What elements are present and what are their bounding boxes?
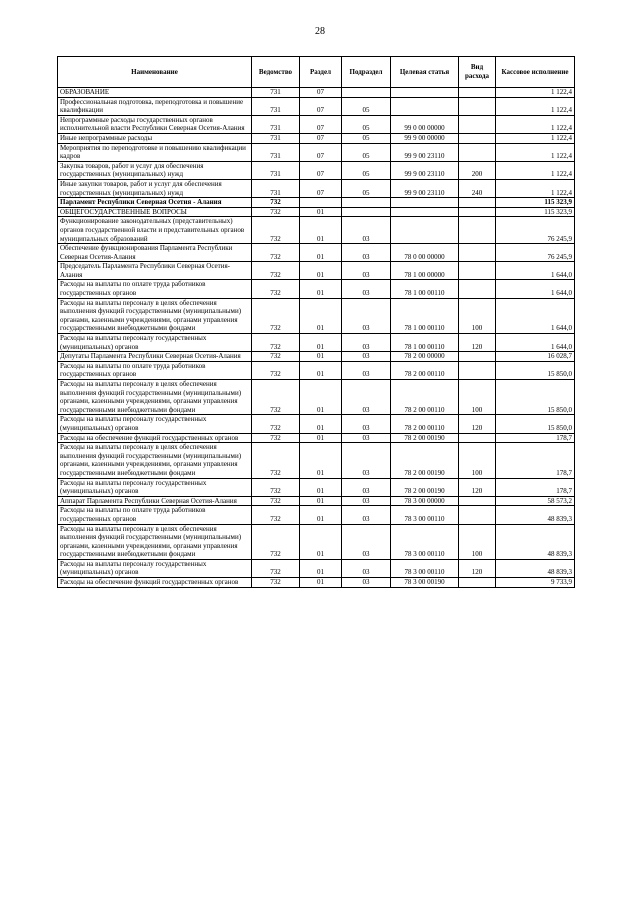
cell-sum: 178,7: [496, 433, 575, 443]
cell-sum: 1 122,4: [496, 115, 575, 133]
cell-sum: 1 122,4: [496, 179, 575, 197]
cell-podrazdel: [342, 88, 391, 98]
cell-razdel: 01: [300, 524, 342, 559]
cell-name: Расходы на выплаты по оплате труда работников государственных органов: [58, 506, 252, 524]
header-celevaya: Целевая статья: [391, 57, 459, 88]
cell-vid: [459, 506, 496, 524]
cell-podrazdel: 03: [342, 415, 391, 433]
table-row: [58, 352, 575, 362]
cell-name: ОБРАЗОВАНИЕ: [58, 88, 252, 98]
cell-sum: 15 850,0: [496, 380, 575, 415]
cell-podrazdel: 03: [342, 559, 391, 577]
table-row: [58, 415, 575, 433]
cell-sum: 178,7: [496, 478, 575, 496]
cell-podrazdel: 03: [342, 496, 391, 506]
table-row: [58, 207, 575, 217]
cell-podrazdel: 03: [342, 380, 391, 415]
table-row: [58, 161, 575, 179]
cell-vid: [459, 133, 496, 143]
cell-razdel: 01: [300, 207, 342, 217]
cell-name: Расходы на выплаты по оплате труда работников государственных органов: [58, 280, 252, 298]
cell-vid: [459, 496, 496, 506]
cell-sum: 115 323,9: [496, 198, 575, 208]
cell-name: Функционирование законодательных (представительных) органов государственной власти и представительных органов муниципальных образований: [58, 217, 252, 244]
cell-sum: 58 573,2: [496, 496, 575, 506]
cell-vid: [459, 578, 496, 588]
cell-name: Мероприятия по переподготовке и повышению квалификации кадров: [58, 143, 252, 161]
cell-razdel: 01: [300, 578, 342, 588]
cell-razdel: 01: [300, 262, 342, 280]
cell-name: Расходы на выплаты персоналу государственных (муниципальных) органов: [58, 478, 252, 496]
cell-podrazdel: [342, 198, 391, 208]
cell-razdel: 07: [300, 115, 342, 133]
cell-sum: 1 122,4: [496, 143, 575, 161]
cell-vid: 100: [459, 380, 496, 415]
table-row: [58, 244, 575, 262]
header-sum: Кассовое исполнение: [496, 57, 575, 88]
cell-vedomstvo: 731: [252, 88, 300, 98]
table-row: [58, 280, 575, 298]
table-row: [58, 179, 575, 197]
cell-name: Аппарат Парламента Республики Северная Осетия-Алания: [58, 496, 252, 506]
cell-vid: [459, 244, 496, 262]
table-row: [58, 443, 575, 478]
table-row: [58, 115, 575, 133]
cell-vid: 120: [459, 415, 496, 433]
cell-vedomstvo: 732: [252, 559, 300, 577]
cell-sum: 15 850,0: [496, 415, 575, 433]
cell-razdel: 07: [300, 143, 342, 161]
cell-vedomstvo: 732: [252, 433, 300, 443]
cell-vedomstvo: 731: [252, 97, 300, 115]
cell-name: Депутаты Парламента Республики Северная Осетия-Алания: [58, 352, 252, 362]
cell-vedomstvo: 732: [252, 524, 300, 559]
cell-podrazdel: 03: [342, 334, 391, 352]
cell-sum: 15 850,0: [496, 361, 575, 379]
table-row: [58, 217, 575, 244]
cell-sum: 1 644,0: [496, 262, 575, 280]
table-row: [58, 198, 575, 208]
cell-sum: 76 245,9: [496, 244, 575, 262]
cell-sum: 76 245,9: [496, 217, 575, 244]
cell-razdel: 01: [300, 244, 342, 262]
cell-celevaya: 78 1 00 00110: [391, 280, 459, 298]
cell-vedomstvo: 731: [252, 161, 300, 179]
cell-razdel: 01: [300, 478, 342, 496]
cell-celevaya: 78 3 00 00110: [391, 559, 459, 577]
cell-razdel: 01: [300, 496, 342, 506]
table-row: [58, 524, 575, 559]
cell-sum: 1 122,4: [496, 161, 575, 179]
cell-celevaya: 99 9 00 23110: [391, 161, 459, 179]
cell-name: Расходы на обеспечение функций государственных органов: [58, 578, 252, 588]
cell-name: Расходы на выплаты персоналу государственных (муниципальных) органов: [58, 559, 252, 577]
cell-podrazdel: 03: [342, 361, 391, 379]
cell-name: Непрограммные расходы государственных органов исполнительной власти Республики Северная Осетия-Алания: [58, 115, 252, 133]
cell-name: Профессиональная подготовка, переподготовка и повышение квалификации: [58, 97, 252, 115]
cell-podrazdel: 03: [342, 262, 391, 280]
cell-podrazdel: 03: [342, 506, 391, 524]
cell-razdel: 01: [300, 334, 342, 352]
cell-vid: 120: [459, 559, 496, 577]
cell-celevaya: [391, 217, 459, 244]
cell-vedomstvo: 732: [252, 280, 300, 298]
cell-celevaya: 78 0 00 00000: [391, 244, 459, 262]
cell-razdel: 01: [300, 443, 342, 478]
cell-celevaya: 99 9 00 23110: [391, 179, 459, 197]
cell-vedomstvo: 732: [252, 352, 300, 362]
cell-sum: 48 839,3: [496, 506, 575, 524]
cell-name: Иные непрограммные расходы: [58, 133, 252, 143]
cell-name: Расходы на выплаты персоналу в целях обеспечения выполнения функций государственными (муниципальными) органами, казенными учреждениями, органами управления государственными внебюджетными фондами: [58, 443, 252, 478]
cell-celevaya: 99 9 00 00000: [391, 133, 459, 143]
cell-celevaya: 78 2 00 00110: [391, 361, 459, 379]
cell-name: Расходы на выплаты персоналу в целях обеспечения выполнения функций государственными (муниципальными) органами, казенными учреждениями, органами управления государственными внебюджетными фондами: [58, 380, 252, 415]
cell-vedomstvo: 732: [252, 380, 300, 415]
cell-name: Расходы на выплаты персоналу в целях обеспечения выполнения функций государственными (муниципальными) органами, казенными учреждениями, органами управления государственными внебюджетными фондами: [58, 298, 252, 333]
cell-vid: [459, 88, 496, 98]
cell-sum: 16 028,7: [496, 352, 575, 362]
cell-vid: [459, 352, 496, 362]
cell-vedomstvo: 732: [252, 506, 300, 524]
cell-vid: [459, 280, 496, 298]
cell-name: Председатель Парламента Республики Северная Осетия-Алания: [58, 262, 252, 280]
table-row: [58, 143, 575, 161]
cell-vid: 100: [459, 524, 496, 559]
cell-razdel: [300, 198, 342, 208]
cell-vedomstvo: 732: [252, 262, 300, 280]
cell-celevaya: 78 2 00 00190: [391, 443, 459, 478]
cell-razdel: 01: [300, 217, 342, 244]
cell-vid: [459, 198, 496, 208]
cell-vedomstvo: 732: [252, 207, 300, 217]
cell-celevaya: 78 1 00 00110: [391, 298, 459, 333]
cell-celevaya: 78 1 00 00110: [391, 334, 459, 352]
cell-vid: [459, 143, 496, 161]
cell-vedomstvo: 731: [252, 143, 300, 161]
cell-name: Закупка товаров, работ и услуг для обеспечения государственных (муниципальных) нужд: [58, 161, 252, 179]
cell-vedomstvo: 732: [252, 478, 300, 496]
table-row: [58, 298, 575, 333]
cell-razdel: 01: [300, 506, 342, 524]
cell-celevaya: [391, 207, 459, 217]
cell-podrazdel: 05: [342, 143, 391, 161]
cell-vedomstvo: 731: [252, 115, 300, 133]
cell-razdel: 07: [300, 97, 342, 115]
cell-razdel: 01: [300, 298, 342, 333]
cell-celevaya: 78 2 00 00000: [391, 352, 459, 362]
cell-razdel: 07: [300, 179, 342, 197]
cell-podrazdel: 03: [342, 352, 391, 362]
cell-vedomstvo: 731: [252, 179, 300, 197]
cell-podrazdel: 05: [342, 97, 391, 115]
cell-razdel: 07: [300, 161, 342, 179]
cell-celevaya: 78 2 00 00190: [391, 433, 459, 443]
cell-celevaya: [391, 97, 459, 115]
cell-celevaya: 99 9 00 23110: [391, 143, 459, 161]
table-body: [58, 88, 575, 588]
table-row: [58, 506, 575, 524]
cell-celevaya: [391, 198, 459, 208]
cell-vid: 240: [459, 179, 496, 197]
cell-razdel: 01: [300, 280, 342, 298]
cell-sum: 1 644,0: [496, 280, 575, 298]
cell-sum: 178,7: [496, 443, 575, 478]
cell-name: Обеспечение функционирования Парламента Республики Северная Осетия-Алания: [58, 244, 252, 262]
cell-vedomstvo: 732: [252, 198, 300, 208]
cell-podrazdel: 03: [342, 298, 391, 333]
table-row: [58, 559, 575, 577]
cell-celevaya: 78 2 00 00110: [391, 415, 459, 433]
cell-celevaya: 78 3 00 00000: [391, 496, 459, 506]
cell-podrazdel: 03: [342, 524, 391, 559]
table-row: [58, 380, 575, 415]
cell-vedomstvo: 731: [252, 133, 300, 143]
table-row: [58, 478, 575, 496]
cell-razdel: 01: [300, 415, 342, 433]
cell-vedomstvo: 732: [252, 443, 300, 478]
cell-vedomstvo: 732: [252, 298, 300, 333]
cell-sum: 1 122,4: [496, 97, 575, 115]
cell-name: Парламент Республики Северная Осетия - Алания: [58, 198, 252, 208]
cell-razdel: 01: [300, 433, 342, 443]
cell-sum: 9 733,9: [496, 578, 575, 588]
cell-sum: 1 644,0: [496, 334, 575, 352]
header-name: Наименование: [58, 57, 252, 88]
cell-razdel: 01: [300, 559, 342, 577]
cell-podrazdel: 05: [342, 179, 391, 197]
cell-celevaya: 78 1 00 00000: [391, 262, 459, 280]
cell-podrazdel: 05: [342, 115, 391, 133]
cell-podrazdel: 03: [342, 217, 391, 244]
cell-podrazdel: 05: [342, 161, 391, 179]
header-podrazdel: Подраздел: [342, 57, 391, 88]
cell-vid: 200: [459, 161, 496, 179]
cell-razdel: 01: [300, 380, 342, 415]
cell-celevaya: 78 3 00 00110: [391, 524, 459, 559]
cell-name: Иные закупки товаров, работ и услуг для обеспечения государственных (муниципальных) нужд: [58, 179, 252, 197]
cell-razdel: 01: [300, 352, 342, 362]
cell-vid: [459, 433, 496, 443]
cell-vedomstvo: 732: [252, 496, 300, 506]
cell-celevaya: 99 0 00 00000: [391, 115, 459, 133]
cell-podrazdel: 03: [342, 443, 391, 478]
cell-name: Расходы на выплаты персоналу государственных (муниципальных) органов: [58, 415, 252, 433]
table-row: [58, 361, 575, 379]
cell-vid: 120: [459, 478, 496, 496]
cell-vid: [459, 97, 496, 115]
cell-podrazdel: 03: [342, 433, 391, 443]
cell-vid: [459, 262, 496, 280]
cell-name: ОБЩЕГОСУДАРСТВЕННЫЕ ВОПРОСЫ: [58, 207, 252, 217]
cell-razdel: 01: [300, 361, 342, 379]
table-row: [58, 334, 575, 352]
table-row: [58, 433, 575, 443]
cell-podrazdel: 05: [342, 133, 391, 143]
cell-razdel: 07: [300, 88, 342, 98]
cell-vid: 120: [459, 334, 496, 352]
cell-celevaya: 78 3 00 00110: [391, 506, 459, 524]
cell-vid: [459, 115, 496, 133]
header-row: [58, 57, 575, 88]
cell-podrazdel: 03: [342, 280, 391, 298]
cell-vid: [459, 207, 496, 217]
cell-vedomstvo: 732: [252, 578, 300, 588]
table-row: [58, 496, 575, 506]
cell-name: Расходы на обеспечение функций государственных органов: [58, 433, 252, 443]
budget-execution-table: [57, 56, 575, 588]
cell-sum: 1 122,4: [496, 133, 575, 143]
cell-vedomstvo: 732: [252, 415, 300, 433]
cell-podrazdel: [342, 207, 391, 217]
cell-sum: 115 323,9: [496, 207, 575, 217]
cell-vid: 100: [459, 298, 496, 333]
table-header: [58, 57, 575, 88]
cell-podrazdel: 03: [342, 478, 391, 496]
cell-podrazdel: 03: [342, 578, 391, 588]
cell-celevaya: 78 3 00 00190: [391, 578, 459, 588]
cell-sum: 48 839,3: [496, 559, 575, 577]
cell-vedomstvo: 732: [252, 217, 300, 244]
header-vid: Вид расхода: [459, 57, 496, 88]
cell-razdel: 07: [300, 133, 342, 143]
cell-name: Расходы на выплаты персоналу в целях обеспечения выполнения функций государственными (муниципальными) органами, казенными учреждениями, органами управления государственными внебюджетными фондами: [58, 524, 252, 559]
cell-sum: 48 839,3: [496, 524, 575, 559]
table-row: [58, 133, 575, 143]
header-razdel: Раздел: [300, 57, 342, 88]
page-number: 28: [315, 26, 325, 37]
cell-vedomstvo: 732: [252, 244, 300, 262]
table-row: [58, 262, 575, 280]
cell-name: Расходы на выплаты по оплате труда работников государственных органов: [58, 361, 252, 379]
cell-vedomstvo: 732: [252, 334, 300, 352]
cell-vedomstvo: 732: [252, 361, 300, 379]
cell-sum: 1 122,4: [496, 88, 575, 98]
cell-vid: [459, 217, 496, 244]
cell-vid: [459, 361, 496, 379]
cell-celevaya: [391, 88, 459, 98]
cell-podrazdel: 03: [342, 244, 391, 262]
table-row: [58, 88, 575, 98]
cell-sum: 1 644,0: [496, 298, 575, 333]
cell-vid: 100: [459, 443, 496, 478]
cell-name: Расходы на выплаты персоналу государственных (муниципальных) органов: [58, 334, 252, 352]
cell-celevaya: 78 2 00 00190: [391, 478, 459, 496]
header-vedomstvo: Ведомство: [252, 57, 300, 88]
table-row: [58, 97, 575, 115]
table-row: [58, 578, 575, 588]
cell-celevaya: 78 2 00 00110: [391, 380, 459, 415]
